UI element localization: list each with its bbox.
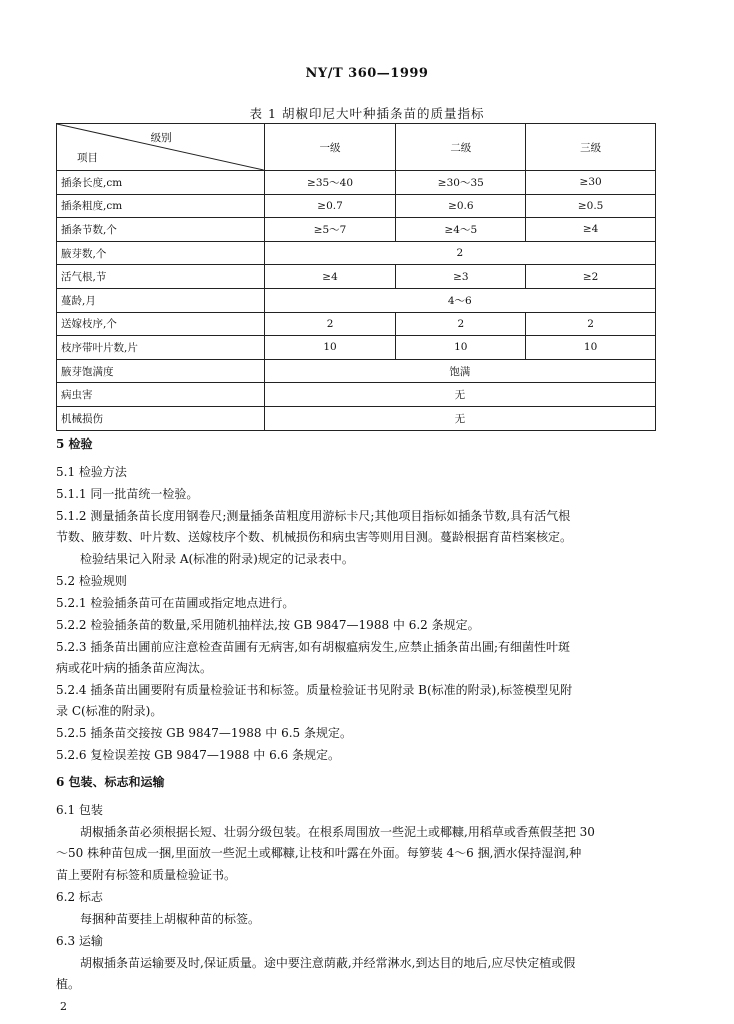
table-row [57,265,656,289]
item-name-cell: 蔓龄,月 [57,288,265,312]
item-name-cell: 送嫁枝序,个 [57,312,265,336]
item-name-cell: 腋芽数,个 [57,241,265,265]
clause: 5.1.2 测量插条苗长度用钢卷尺;测量插条苗粗度用游标卡尺;其他项目指标如插条节数,具有活气根 [56,509,571,523]
clause: 5.2.6 复检误差按 GB 9847—1988 中 6.6 条规定。 [56,748,340,762]
table-row [57,312,656,336]
table-row [57,241,656,265]
clause-continuation: 病或花叶病的插条苗应淘汰。 [56,661,213,675]
paragraph: 检验结果记入附录 A(标准的附录)规定的记录表中。 [80,552,354,566]
merged-value-cell: 无 [264,406,655,430]
clause: 5.2.3 插条苗出圃前应注意检查苗圃有无病害,如有胡椒瘟病发生,应禁止插条苗出圃;有细菌性叶斑 [56,640,571,654]
table-header-row [57,124,656,171]
clause-continuation: 录 C(标准的附录)。 [56,704,163,718]
table-row [57,383,656,407]
subsection-heading: 5.1 检验方法 [56,465,127,479]
subsection-heading: 6.3 运输 [56,934,103,948]
merged-value-cell: 无 [264,383,655,407]
section-heading: 6 包装、标志和运输 [56,775,165,789]
value-cell: 10 [264,336,396,360]
item-name-cell: 腋芽饱满度 [57,359,265,383]
paragraph-continuation: 苗上要附有标签和质量检验证书。 [56,868,237,882]
table-corner-cell [57,124,265,171]
paragraph: 胡椒插条苗必须根据长短、壮弱分级包装。在根系周围放一些泥土或椰糠,用稻草或香蕉假茎把 30 [80,825,595,839]
clause: 5.2.2 检验插条苗的数量,采用随机抽样法,按 GB 9847—1988 中 6.2 条规定。 [56,618,480,632]
value-cell: ≥0.5 [526,194,656,218]
value-cell: 2 [396,312,526,336]
clause-continuation: 节数、腋芽数、叶片数、送嫁枝序个数、机械损伤和病虫害等则用目测。蔓龄根据育苗档案核定。 [56,530,573,544]
table-row [57,336,656,360]
clause: 5.2.5 插条苗交接按 GB 9847—1988 中 6.5 条规定。 [56,726,352,740]
table-row [57,194,656,218]
table-caption: 表 1 胡椒印尼大叶种插条苗的质量指标 [249,106,485,121]
value-cell: ≥4 [264,265,396,289]
quality-table [56,123,656,431]
corner-grade-label: 级别 [150,132,172,144]
table-row [57,359,656,383]
value-cell: ≥0.7 [264,194,396,218]
item-name-cell: 枝序带叶片数,片 [57,336,265,360]
grade-header: 一级 [264,124,396,171]
grade-header: 二级 [396,124,526,171]
value-cell: ≥35～40 [264,171,396,195]
section-heading: 5 检验 [56,437,93,451]
merged-value-cell: 饱满 [264,359,655,383]
item-name-cell: 插条长度,cm [57,171,265,195]
item-name-cell: 活气根,节 [57,265,265,289]
paragraph-continuation: ～50 株种苗包成一捆,里面放一些泥土或椰糠,让枝和叶露在外面。每箩装 4～6 捆,洒水保持湿润,种 [56,846,582,860]
item-name-cell: 机械损伤 [57,406,265,430]
item-name-cell: 插条粗度,cm [57,194,265,218]
value-cell: ≥4～5 [396,218,526,242]
paragraph: 胡椒插条苗运输要及时,保证质量。途中要注意荫蔽,并经常淋水,到达目的地后,应尽快定植或假 [80,956,576,970]
value-cell: ≥30～35 [396,171,526,195]
value-cell: ≥0.6 [396,194,526,218]
paragraph: 每捆种苗要挂上胡椒种苗的标签。 [80,912,261,926]
table-row [57,406,656,430]
document-header: NY/T 360—1999 [305,66,429,81]
item-name-cell: 病虫害 [57,383,265,407]
corner-item-label: 项目 [77,152,98,164]
value-cell: ≥3 [396,265,526,289]
merged-value-cell: 2 [264,241,655,265]
value-cell: ≥4 [526,218,656,242]
subsection-heading: 5.2 检验规则 [56,574,127,588]
table-row [57,171,656,195]
value-cell: ≥5～7 [264,218,396,242]
clause: 5.2.1 检验插条苗可在苗圃或指定地点进行。 [56,596,295,610]
grade-header: 三级 [526,124,656,171]
clause: 5.2.4 插条苗出圃要附有质量检验证书和标签。质量检验证书见附录 B(标准的附录),标签模型见附 [56,683,573,697]
value-cell: 2 [264,312,396,336]
value-cell: ≥2 [526,265,656,289]
value-cell: 10 [526,336,656,360]
subsection-heading: 6.2 标志 [56,890,103,904]
clause: 5.1.1 同一批苗统一检验。 [56,487,199,501]
merged-value-cell: 4～6 [264,288,655,312]
table-row [57,218,656,242]
paragraph-continuation: 植。 [56,977,81,991]
table-row [57,288,656,312]
subsection-heading: 6.1 包装 [56,803,103,817]
value-cell: 2 [526,312,656,336]
page-number: 2 [60,1000,67,1013]
item-name-cell: 插条节数,个 [57,218,265,242]
value-cell: 10 [396,336,526,360]
value-cell: ≥30 [526,171,656,195]
